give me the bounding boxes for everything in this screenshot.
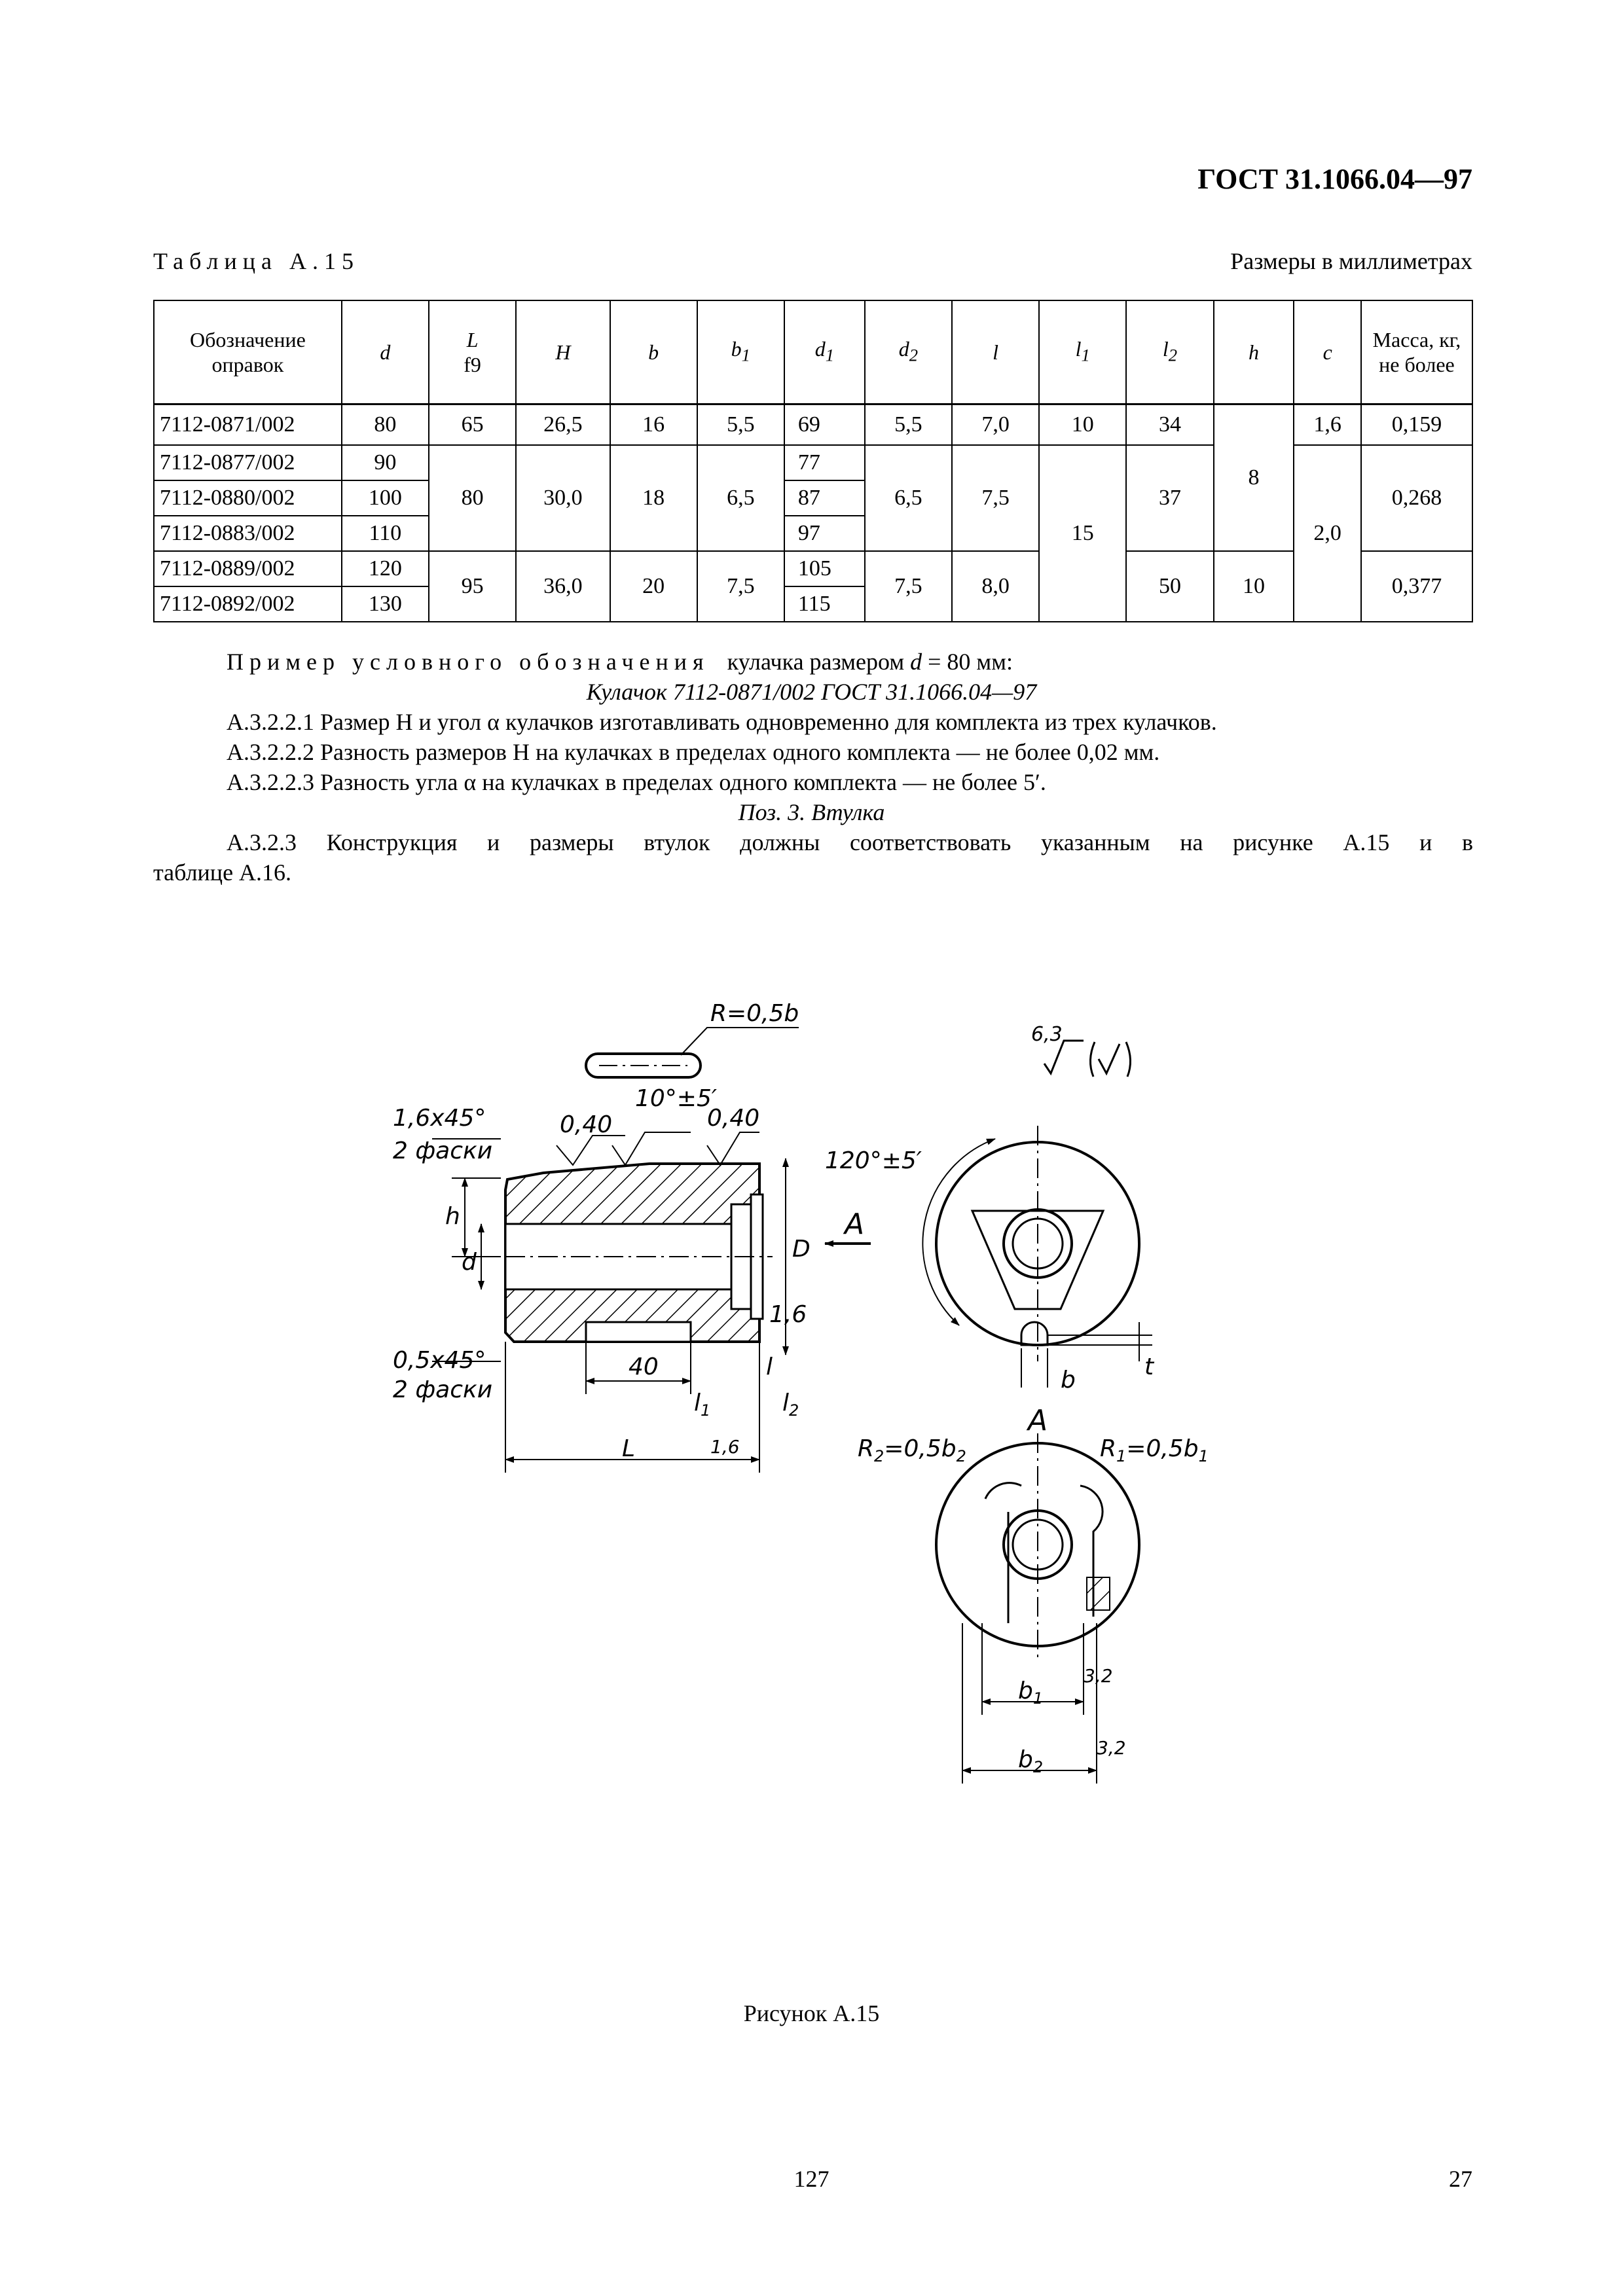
- view-A: [936, 1433, 1139, 1784]
- svg-text:0,5х45°: 0,5х45°: [393, 1347, 486, 1374]
- figure-a15-drawing: [367, 969, 1231, 1833]
- svg-text:1,6: 1,6: [710, 1436, 740, 1458]
- header-b: b: [610, 300, 697, 404]
- svg-text:3,2: 3,2: [1084, 1665, 1113, 1687]
- header-L: L f9: [429, 300, 516, 404]
- slot-view: [586, 1028, 799, 1077]
- svg-text:t: t: [1144, 1354, 1154, 1380]
- end-view-A: [922, 1126, 1152, 1388]
- svg-text:b1: $b_1$: [1018, 1677, 1044, 1708]
- svg-text:R2=0,5b2: $R_2=0,5b_2$: [858, 1435, 966, 1465]
- table-row: 7112-0883/002 110 97: [154, 516, 1472, 551]
- table-caption: Таблица А.15: [153, 248, 359, 274]
- paragraph-a3221: А.3.2.2.1 Размер H и угол α кулачков изготавливать одновременно для комплекта из трех кулачков.: [227, 709, 1217, 735]
- svg-text:0,40: 0,40: [707, 1105, 760, 1132]
- example-line: Пример условного обозначения кулачка размером d = 80 мм:: [227, 649, 1013, 675]
- dimensions-table: [153, 300, 1473, 622]
- position-3-title: Поз. 3. Втулка: [738, 799, 885, 825]
- header-l: l: [952, 300, 1039, 404]
- header-l2: $l_2$: [1126, 300, 1213, 404]
- svg-text:d: d: [462, 1249, 477, 1276]
- table-units: Размеры в миллиметрах: [1230, 248, 1472, 274]
- standard-number: ГОСТ 31.1066.04—97: [1197, 163, 1472, 195]
- paragraph-a323-cont: таблице А.16.: [153, 859, 292, 886]
- figure-caption: Рисунок А.15: [743, 2000, 880, 2026]
- table-row: 7112-0889/002 120 95 36,0 20 7,5 105 7,5 8,0 50 10 0,377: [154, 551, 1472, 586]
- header-d2: $d_2$: [865, 300, 952, 404]
- header-H: H: [516, 300, 610, 404]
- table-row: 7112-0871/002 80 65 26,5 16 5,5 69 5,5 7,0 10 34 8 1,6 0,159: [154, 404, 1472, 446]
- bushing-section: [505, 1164, 773, 1342]
- svg-text:40: 40: [629, 1354, 659, 1380]
- paragraph-a3223: А.3.2.2.3 Разность угла α на кулачках в пределах одного комплекта — не более 5′.: [227, 769, 1046, 795]
- header-designation: Обозначение оправок: [154, 300, 342, 404]
- paragraph-a323: А.3.2.3 Конструкция и размеры втулок должны соответствовать указанным на рисунке А.15 и в: [227, 829, 1473, 855]
- header-d1: $d_1$: [784, 300, 865, 404]
- table-row: 7112-0892/002 130 115: [154, 586, 1472, 622]
- svg-text:l2: $l_2$: [782, 1390, 799, 1420]
- svg-text:0,40: 0,40: [560, 1111, 613, 1138]
- svg-text:2 фаски: 2 фаски: [393, 1376, 493, 1403]
- table-header-row: [154, 300, 1472, 404]
- header-d: d: [342, 300, 429, 404]
- svg-text:h: h: [445, 1203, 460, 1230]
- svg-text:6,3: 6,3: [1031, 1023, 1063, 1046]
- header-l1: $l_1$: [1039, 300, 1126, 404]
- svg-text:b2: $b_2$: [1018, 1746, 1044, 1776]
- svg-text:1,6х45°: 1,6х45°: [393, 1105, 486, 1132]
- svg-text:l: l: [766, 1354, 773, 1380]
- svg-text:D: D: [792, 1236, 811, 1263]
- table-row: 7112-0880/002 100 87: [154, 480, 1472, 516]
- header-c: c: [1294, 300, 1360, 404]
- svg-text:b: b: [1061, 1367, 1076, 1393]
- svg-text:l1: $l_1$: [694, 1390, 711, 1420]
- header-b1: $b_1$: [697, 300, 784, 404]
- roughness-symbol: [1044, 1041, 1131, 1077]
- svg-text:1,6: 1,6: [769, 1301, 807, 1328]
- example-designation: Кулачок 7112-0871/002 ГОСТ 31.1066.04—97: [586, 679, 1037, 705]
- svg-text:3,2: 3,2: [1097, 1737, 1126, 1759]
- table-row: 7112-0877/002 90 80 30,0 18 6,5 77 6,5 7,5 15 37 2,0 0,268: [154, 445, 1472, 480]
- svg-text:A: A: [845, 1208, 865, 1241]
- svg-text:2 фаски: 2 фаски: [393, 1138, 493, 1164]
- svg-text:R1=0,5b1: $R_1=0,5b_1$: [1100, 1435, 1209, 1465]
- page-number-right: 27: [1449, 2166, 1472, 2192]
- header-h: h: [1214, 300, 1294, 404]
- header-mass: Масса, кг, не более: [1361, 300, 1472, 404]
- svg-text:10°±5′: 10°±5′: [635, 1085, 718, 1112]
- svg-text:R=0,5b: R=0,5b: [710, 1000, 799, 1027]
- svg-text:120°±5′: 120°±5′: [825, 1147, 922, 1174]
- svg-text:A: A: [1028, 1404, 1048, 1437]
- page-number-center: 127: [793, 2166, 830, 2192]
- paragraph-a3222: А.3.2.2.2 Разность размеров H на кулачках в пределах одного комплекта — не более 0,02 мм.: [227, 739, 1160, 765]
- figure-labels: [393, 1000, 1209, 1776]
- svg-text:L: L: [622, 1435, 636, 1462]
